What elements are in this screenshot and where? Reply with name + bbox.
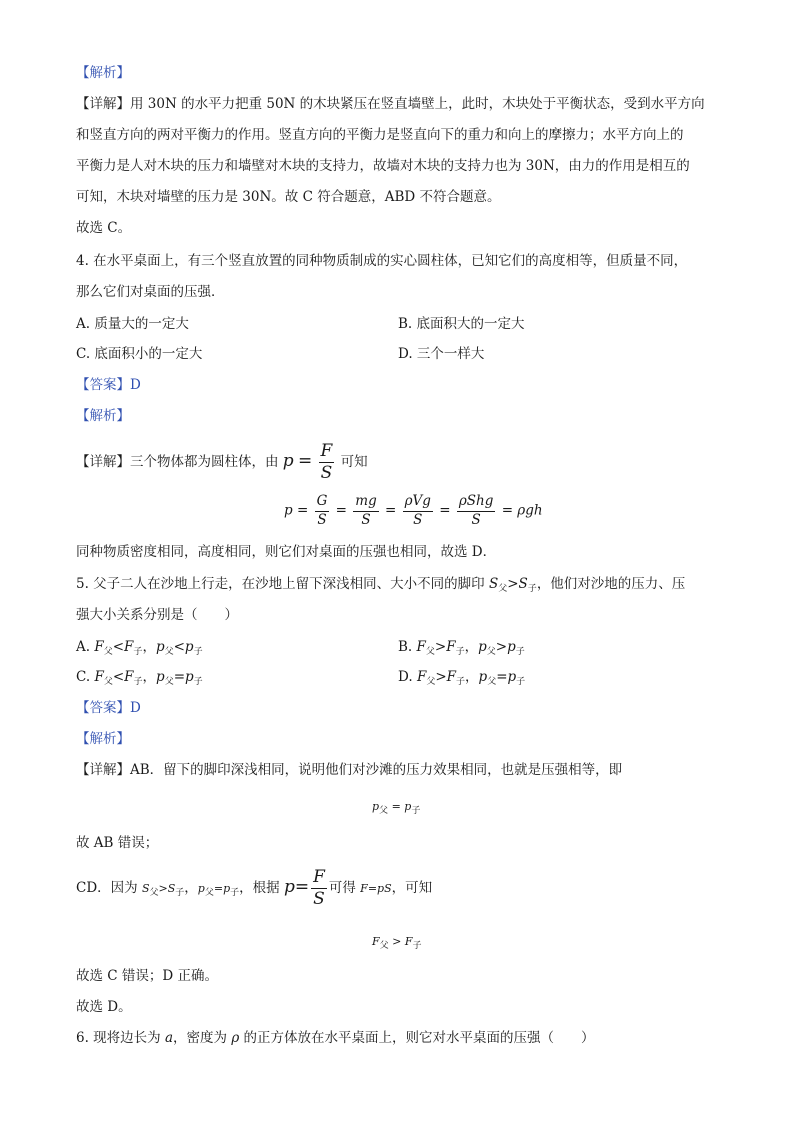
question-4-stem-cont: 那么它们对桌面的压强． bbox=[76, 284, 225, 300]
detail-line: 平衡力是人对木块的压力和墙壁对木块的支持力，故墙对木块的支持力也为 30N，由力的作用是相互的 bbox=[76, 158, 690, 174]
math-S: S bbox=[167, 882, 176, 895]
math-eq: = bbox=[496, 669, 508, 685]
detail-line: 【详解】用 30N 的水平力把重 50N 的木块紧压在竖直墙壁上，此时，木块处于平衡状态，受到水平方向 bbox=[76, 96, 705, 112]
sub-zi: 子 bbox=[193, 647, 203, 657]
sub-fu: 父 bbox=[487, 677, 497, 687]
math-p: p bbox=[185, 669, 194, 685]
sub-fu: 父 bbox=[425, 647, 435, 657]
sub-fu: 父 bbox=[486, 647, 496, 657]
stem-text: ，密度为 bbox=[173, 1030, 232, 1046]
math-lt: < bbox=[112, 639, 125, 655]
option-label: C. bbox=[76, 669, 95, 685]
detail-line: 可知，木块对墙壁的压力是 30N。故 C 符合题意，ABD 不符合题意。 bbox=[76, 189, 501, 205]
math-gt: > bbox=[435, 669, 447, 685]
math-p: p bbox=[284, 502, 293, 519]
frac-num: ρShg bbox=[457, 495, 496, 512]
answer-label: 【答案】D bbox=[76, 377, 141, 393]
math-F: F bbox=[124, 669, 134, 685]
math-eq: = bbox=[391, 800, 401, 813]
sub-zi: 子 bbox=[456, 677, 466, 687]
sub-fu: 父 bbox=[164, 677, 174, 687]
question-5-stem bbox=[76, 574, 685, 599]
equation-force-compare bbox=[372, 932, 422, 956]
sub-zi: 子 bbox=[412, 941, 422, 951]
math-gt: > bbox=[495, 639, 508, 655]
math-a: a bbox=[164, 1030, 174, 1046]
math-p: p bbox=[184, 639, 194, 655]
math-F: F bbox=[446, 639, 456, 655]
sub-fu: 父 bbox=[204, 888, 214, 898]
math-p: p bbox=[197, 882, 205, 895]
sub-fu: 父 bbox=[103, 647, 113, 657]
stem-text: 的正方体放在水平桌面上，则它对水平桌面的压强（ ） bbox=[239, 1030, 595, 1046]
option-label: A. bbox=[76, 639, 95, 655]
math-p: p bbox=[404, 800, 412, 813]
math-p: p bbox=[478, 669, 488, 685]
sub-zi: 子 bbox=[527, 584, 537, 594]
fraction bbox=[315, 495, 330, 527]
math-p: p bbox=[155, 639, 165, 655]
sub-zi: 子 bbox=[133, 677, 143, 687]
option-b: B. 底面积大的一定大 bbox=[398, 316, 525, 332]
math-gt: > bbox=[392, 935, 402, 948]
math-gt: > bbox=[434, 639, 447, 655]
fraction bbox=[403, 495, 433, 527]
sub-zi: 子 bbox=[175, 888, 185, 898]
question-6-stem bbox=[76, 1028, 595, 1048]
sub-fu: 父 bbox=[103, 677, 113, 687]
math-lt: < bbox=[112, 669, 125, 685]
math-S: S bbox=[488, 576, 499, 592]
question-5-conclusion: 故选 C 错误；D 正确。 bbox=[76, 968, 219, 984]
math-pS: pS bbox=[377, 882, 392, 895]
math-eq: = bbox=[297, 451, 313, 471]
sub-fu: 父 bbox=[164, 647, 174, 657]
math-S: S bbox=[518, 576, 528, 592]
math-eq: = bbox=[439, 502, 451, 519]
sub-fu: 父 bbox=[379, 806, 389, 816]
option-b: B. $F_父>F_子$，$p_父>p_子$ bbox=[398, 639, 525, 657]
math-F: F bbox=[124, 639, 134, 655]
stem-text: 6. 现将边长为 bbox=[76, 1030, 165, 1046]
frac-num: mg bbox=[353, 495, 378, 512]
frac-num: F bbox=[320, 441, 333, 461]
conclusion-line: 故选 C。 bbox=[76, 220, 132, 236]
analysis-heading: 【解析】 bbox=[76, 408, 130, 424]
stem-text: ，他们对沙地的压力、压 bbox=[536, 576, 686, 592]
detail-text: 可知 bbox=[340, 454, 368, 470]
detail-text: ，可知 bbox=[391, 880, 433, 896]
detail-line: 和竖直方向的两对平衡力的作用。竖直方向的平衡力是竖直向下的重力和向上的摩擦力；水平方向上的 bbox=[76, 127, 684, 143]
math-F: F bbox=[372, 935, 380, 948]
math-F: F bbox=[94, 639, 104, 655]
math-p: p bbox=[223, 882, 231, 895]
fraction bbox=[457, 495, 496, 527]
option-label: B. bbox=[398, 639, 417, 655]
derivation-formula bbox=[284, 495, 543, 527]
math-eq: = bbox=[367, 882, 378, 895]
frac-den: S bbox=[313, 889, 325, 909]
option-d: D. $F_父>F_子$，$p_父=p_子$ bbox=[398, 669, 526, 687]
math-F: F bbox=[416, 639, 426, 655]
pressure-formula bbox=[319, 443, 335, 482]
math-lt: < bbox=[173, 639, 185, 655]
fraction bbox=[353, 495, 378, 527]
question-4-detail bbox=[76, 438, 368, 485]
detail-text: 【详解】三个物体都为圆柱体，由 bbox=[76, 454, 279, 470]
math-rho: ρ bbox=[231, 1030, 240, 1046]
math-F: F bbox=[446, 669, 457, 685]
sub-zi: 子 bbox=[133, 647, 143, 657]
question-4-stem: 4. 在水平桌面上，有三个竖直放置的同种物质制成的实心圆柱体，已知它们的高度相等，但质量不同， bbox=[76, 253, 688, 269]
stem-text: 5. 父子二人在沙地上行走，在沙地上留下深浅相同、大小不同的脚印 bbox=[76, 576, 489, 592]
sub-zi: 子 bbox=[515, 647, 525, 657]
frac-num: G bbox=[315, 495, 330, 512]
math-eq: = bbox=[501, 502, 513, 519]
sub-zi: 子 bbox=[516, 677, 526, 687]
math-eq: = bbox=[296, 502, 309, 519]
analysis-heading: 【解析】 bbox=[76, 731, 130, 747]
question-5-ab-conclusion: 故 AB 错误； bbox=[76, 835, 159, 851]
detail-text: CD．因为 bbox=[76, 880, 142, 896]
math-F: F bbox=[94, 669, 104, 685]
pressure-formula bbox=[311, 869, 327, 908]
option-d: D. 三个一样大 bbox=[398, 346, 485, 362]
option-c: C. $F_父<F_子$，$p_父=p_子$ bbox=[76, 669, 203, 687]
option-c: C. 底面积小的一定大 bbox=[76, 346, 203, 362]
math-F: F bbox=[404, 935, 413, 948]
math-eq: = bbox=[335, 502, 347, 519]
math-expr: ρgh bbox=[517, 502, 543, 519]
math-F: F bbox=[416, 669, 427, 685]
frac-den: S bbox=[361, 511, 371, 528]
sub-fu: 父 bbox=[149, 888, 159, 898]
answer-label: 【答案】D bbox=[76, 700, 141, 716]
math-eq: = bbox=[385, 502, 397, 519]
question-5-detail: 【详解】AB．留下的脚印深浅相同，说明他们对沙滩的压力效果相同，也就是压强相等，即 bbox=[76, 762, 623, 778]
sub-zi: 子 bbox=[230, 888, 240, 898]
sub-zi: 子 bbox=[411, 806, 421, 816]
detail-text: 可得 bbox=[328, 880, 361, 896]
math-F: F bbox=[360, 882, 368, 895]
math-p: p bbox=[283, 877, 295, 897]
question-5-cd-detail: CD．因为 $S_父>S_子$，$p_父=p_子$，根据 p= $\frac{F}{S}$ 可得 F=pS，可知 bbox=[76, 867, 433, 909]
detail-text: ，根据 bbox=[239, 880, 284, 896]
math-eq: = bbox=[213, 882, 224, 895]
math-p: p bbox=[478, 639, 487, 655]
math-p: p bbox=[156, 669, 165, 685]
question-4-conclusion: 同种物质密度相同，高度相同，则它们对桌面的压强也相同，故选 D． bbox=[76, 544, 497, 560]
equation-pressure-equal bbox=[372, 797, 420, 821]
sub-fu: 父 bbox=[379, 941, 389, 951]
frac-den: S bbox=[413, 511, 423, 528]
math-gt: > bbox=[507, 576, 519, 592]
math-eq: = bbox=[294, 877, 310, 897]
frac-den: S bbox=[317, 511, 327, 528]
frac-den: S bbox=[320, 463, 333, 483]
math-p: p bbox=[507, 639, 516, 655]
option-a: A. $F_父<F_子$，$p_父<p_子$ bbox=[76, 639, 203, 657]
math-p: p bbox=[372, 800, 380, 813]
math-p: p bbox=[282, 451, 294, 471]
math-S: S bbox=[141, 882, 150, 895]
sub-zi: 子 bbox=[193, 677, 203, 687]
question-5-final: 故选 D。 bbox=[76, 999, 132, 1015]
frac-den: S bbox=[471, 511, 481, 528]
sub-fu: 父 bbox=[426, 677, 436, 687]
question-5-stem-cont: 强大小关系分别是（ ） bbox=[76, 607, 238, 623]
sub-fu: 父 bbox=[498, 584, 508, 594]
frac-num: ρVg bbox=[403, 495, 433, 512]
sub-zi: 子 bbox=[455, 647, 465, 657]
option-a: A. 质量大的一定大 bbox=[76, 316, 189, 332]
math-eq: = bbox=[173, 669, 186, 685]
frac-num: F bbox=[313, 867, 325, 887]
math-gt: > bbox=[158, 882, 168, 895]
option-label: D. bbox=[398, 669, 417, 685]
analysis-heading: 【解析】 bbox=[76, 65, 130, 81]
math-p: p bbox=[507, 669, 517, 685]
